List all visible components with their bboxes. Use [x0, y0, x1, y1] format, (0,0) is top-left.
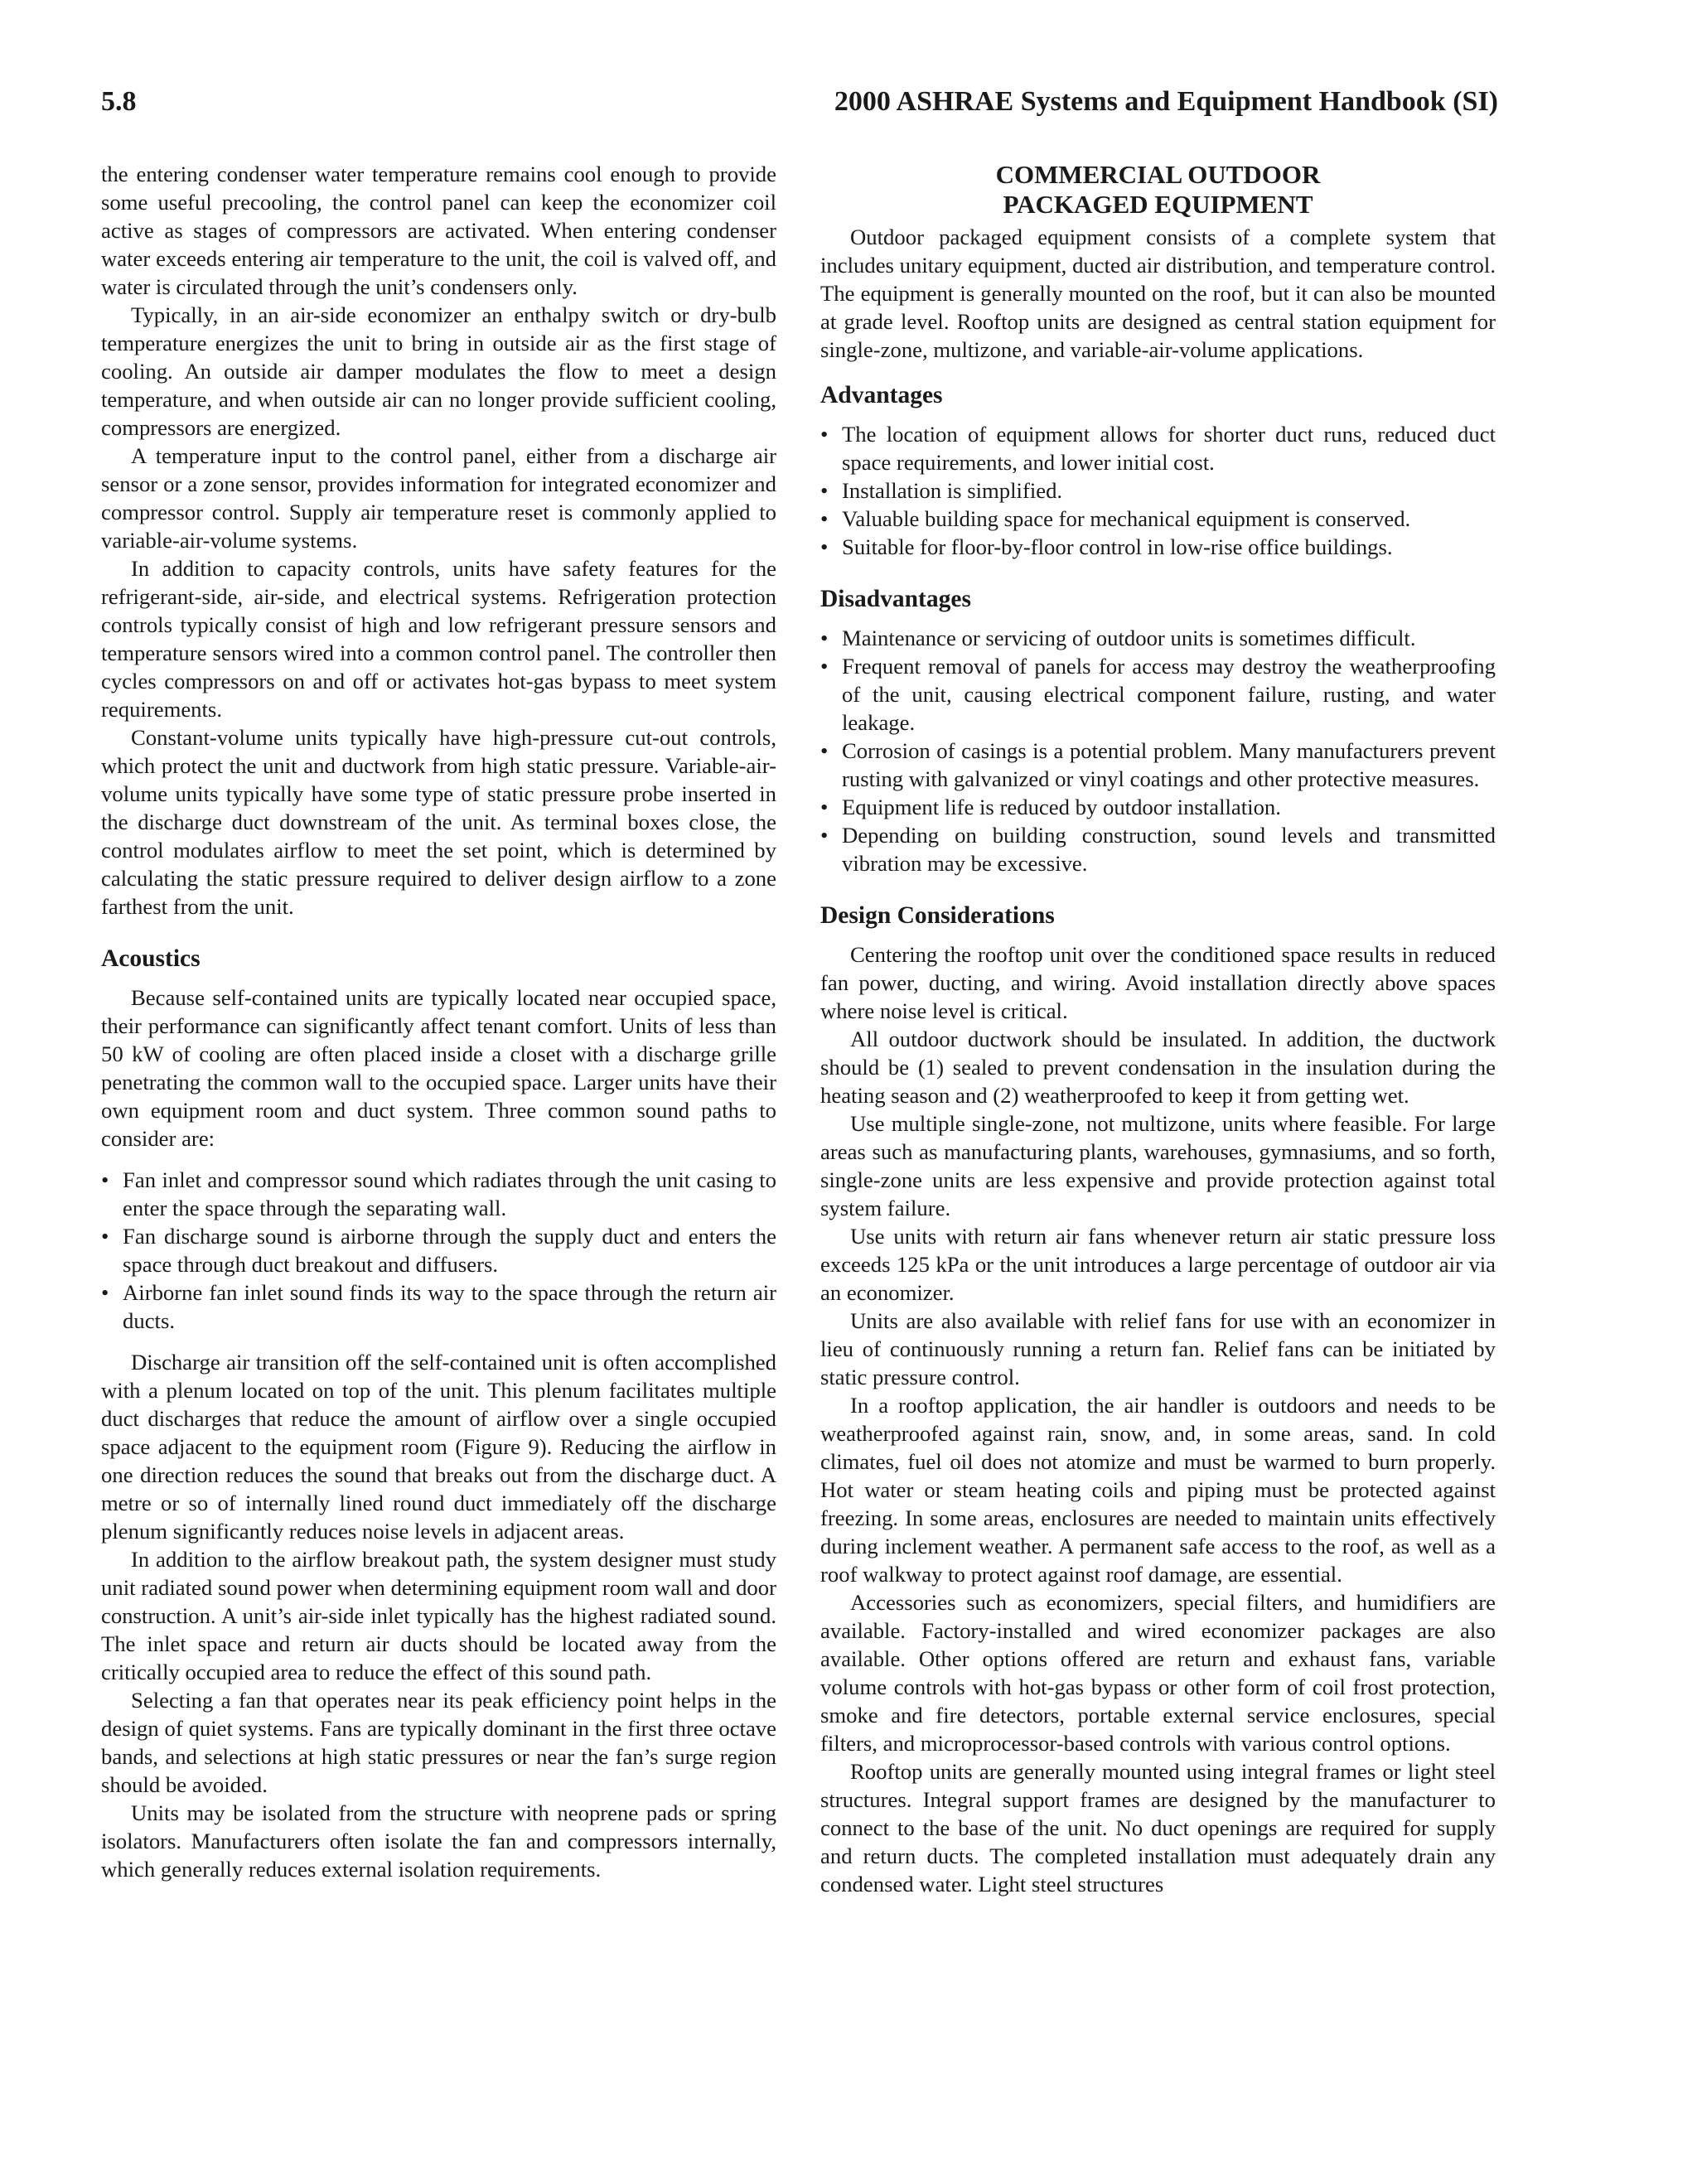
paragraph: the entering condenser water temperature remains cool enough to provide some useful precooling, the control panel can keep the economizer coil active as stages of compressors are activated. When entering condenser water exceeds entering air temperature to the unit, the coil is valved off, and water is circulated through the unit’s condensers only.	[101, 162, 776, 299]
page-header	[101, 81, 1498, 123]
paragraph: Use units with return air fans whenever return air static pressure loss exceeds 125 kPa or the unit introduces a large percentage of outdoor air via an economizer.	[820, 1224, 1496, 1305]
list-item: • Installation is simplified.	[820, 478, 1063, 503]
paragraph: In addition to capacity controls, units have safety features for the refrigerant-side, air-side, and electrical systems. Refrigeration protection controls typically consist of high and low refrigerant pressure sensors and temperature sensors wired into a common control panel. The controller then cycles compressors on and off or activates hot-gas bypass to meet system requirements.	[101, 556, 776, 722]
list-item: • Maintenance or servicing of outdoor units is sometimes difficult.	[820, 626, 1416, 650]
bullet-icon: •	[820, 626, 829, 650]
section-heading-acoustics: Acoustics	[101, 945, 201, 972]
paragraph: Typically, in an air-side economizer an enthalpy switch or dry-bulb temperature energizes the unit to bring in outside air as the first stage of cooling. An outside air damper modulates the flow to meet a design temperature, and when outside air can no longer provide sufficient cooling, compressors are energized.	[101, 302, 776, 440]
list-item: • Equipment life is reduced by outdoor installation.	[820, 795, 1281, 819]
disadvantages-list	[820, 624, 1496, 877]
paragraph: Because self-contained units are typically located near occupied space, their performance can significantly affect tenant comfort. Units of less than 50 kW of cooling are often placed inside a closet with a discharge grille penetrating the common wall to the occupied space. Larger units have their own equipment room and duct system. Three common sound paths to consider are:	[101, 985, 776, 1151]
list-item: • Fan discharge sound is airborne through the supply duct and enters the space through duct breakout and diffusers.	[101, 1224, 776, 1277]
section-title-line: COMMERCIAL OUTDOOR	[995, 160, 1321, 189]
section-heading-design-considerations: Design Considerations	[820, 902, 1055, 929]
paragraph: In a rooftop application, the air handler is outdoors and needs to be weatherproofed against rain, snow, and, in some areas, sand. In cold climates, fuel oil does not atomize and must be warmed to burn properly. Hot water or steam heating coils and piping must be protected against freezing. In some areas, enclosures are needed to maintain units effectively during inclement weather. A permanent safe access to the roof, as well as a roof walkway to protect against roof damage, are essential.	[820, 1393, 1496, 1587]
bullet-icon: •	[101, 1280, 109, 1305]
bullet-icon: •	[820, 738, 829, 763]
section-title-line: PACKAGED EQUIPMENT	[1003, 190, 1313, 219]
paragraph: Centering the rooftop unit over the conditioned space results in reduced fan power, ducting, and wiring. Avoid installation directly above spaces where noise level is critical.	[820, 942, 1496, 1023]
bullet-icon: •	[101, 1224, 109, 1249]
paragraph: Accessories such as economizers, special filters, and humidifiers are available. Factory-installed and wired economizer packages are also available. Other options offered are return and exhaust fans, variable volume controls with hot-gas bypass or other form of coil frost protection, smoke and fire detectors, portable external service enclosures, special filters, and microprocessor-based controls with various control options.	[820, 1590, 1496, 1756]
bullet-icon: •	[820, 534, 829, 559]
bullet-icon: •	[820, 654, 829, 679]
page-number: 5.8	[101, 86, 137, 117]
right-column	[820, 160, 1496, 1898]
paragraph: Units are also available with relief fans for use with an economizer in lieu of continuously running a return fan. Relief fans can be initiated by static pressure control.	[820, 1308, 1496, 1389]
paragraph: Constant-volume units typically have high-pressure cut-out controls, which protect the unit and ductwork from high static pressure. Variable-air-volume units typically have some type of static pressure probe inserted in the discharge duct downstream of the unit. As terminal boxes close, the control modulates airflow to meet the set point, which is determined by calculating the static pressure required to deliver design airflow to a zone farthest from the unit.	[101, 725, 776, 919]
paragraph: In addition to the airflow breakout path, the system designer must study unit radiated sound power when determining equipment room wall and door construction. A unit’s air-side inlet typically has the highest radiated sound. The inlet space and return air ducts should be located away from the critically occupied area to reduce the effect of this sound path.	[101, 1547, 776, 1684]
section-title	[820, 160, 1496, 220]
section-heading-advantages: Advantages	[820, 382, 943, 408]
paragraph: Rooftop units are generally mounted using integral frames or light steel structures. Integral support frames are designed by the manufacturer to connect to the base of the unit. No duct openings are required for supply and return ducts. The completed installation must adequately drain any condensed water. Light steel structures	[820, 1759, 1496, 1897]
paragraph: Use multiple single-zone, not multizone, units where feasible. For large areas such as manufacturing plants, warehouses, gymnasiums, and so forth, single-zone units are less expensive and provide protection against total system failure.	[820, 1111, 1496, 1220]
list-item: • Valuable building space for mechanical equipment is conserved.	[820, 506, 1411, 531]
bullet-icon: •	[820, 823, 829, 848]
paragraph: Discharge air transition off the self-contained unit is often accomplished with a plenum located on top of the unit. This plenum facilitates multiple duct discharges that reduce the amount of airflow over a single occupied space adjacent to the equipment room (Figure 9). Reducing the airflow in one direction reduces the sound that breaks out from the discharge duct. A metre or so of internally lined round duct immediately off the discharge plenum significantly reduces noise levels in adjacent areas.	[101, 1350, 776, 1544]
paragraph: Units may be isolated from the structure with neoprene pads or spring isolators. Manufacturers often isolate the fan and compressors internally, which generally reduces external isolation requirements.	[101, 1800, 776, 1882]
left-column	[101, 160, 776, 1883]
bullet-icon: •	[820, 422, 829, 447]
list-item: • The location of equipment allows for shorter duct runs, reduced duct space requirements, and lower initial cost.	[820, 422, 1496, 475]
paragraph: Selecting a fan that operates near its peak efficiency point helps in the design of quiet systems. Fans are typically dominant in the first three octave bands, and selections at high static pressures or near the fan’s surge region should be avoided.	[101, 1688, 776, 1797]
list-item: • Corrosion of casings is a potential problem. Many manufacturers prevent rusting with galvanized or vinyl coatings and other protective measures.	[820, 738, 1496, 791]
paragraph: A temperature input to the control panel, either from a discharge air sensor or a zone sensor, provides information for integrated economizer and compressor control. Supply air temperature reset is commonly applied to variable-air-volume systems.	[101, 443, 776, 553]
list-item: • Depending on building construction, sound levels and transmitted vibration may be excessive.	[820, 823, 1496, 876]
section-heading-disadvantages: Disadvantages	[820, 586, 971, 612]
advantages-list	[820, 420, 1496, 561]
bullet-icon: •	[820, 795, 829, 819]
running-title: 2000 ASHRAE Systems and Equipment Handbook (SI)	[834, 86, 1498, 117]
list-item: • Suitable for floor-by-floor control in low-rise office buildings.	[820, 534, 1393, 559]
list-item: • Frequent removal of panels for access may destroy the weatherproofing of the unit, causing electrical component failure, rusting, and water leakage.	[820, 654, 1496, 735]
paragraph: Outdoor packaged equipment consists of a complete system that includes unitary equipment, ducted air distribution, and temperature control. The equipment is generally mounted on the roof, but it can also be mounted at grade level. Rooftop units are designed as central station equipment for single-zone, multizone, and variable-air-volume applications.	[820, 225, 1496, 362]
bullet-icon: •	[820, 478, 829, 503]
list-item: • Airborne fan inlet sound finds its way to the space through the return air ducts.	[101, 1280, 776, 1333]
bullet-icon: •	[101, 1167, 109, 1192]
bullet-icon: •	[820, 506, 829, 531]
sound-paths-list	[101, 1166, 776, 1335]
paragraph: All outdoor ductwork should be insulated. In addition, the ductwork should be (1) sealed to prevent condensation in the insulation during the heating season and (2) weatherproofed to keep it from getting wet.	[820, 1027, 1496, 1108]
list-item: • Fan inlet and compressor sound which radiates through the unit casing to enter the space through the separating wall.	[101, 1167, 776, 1220]
